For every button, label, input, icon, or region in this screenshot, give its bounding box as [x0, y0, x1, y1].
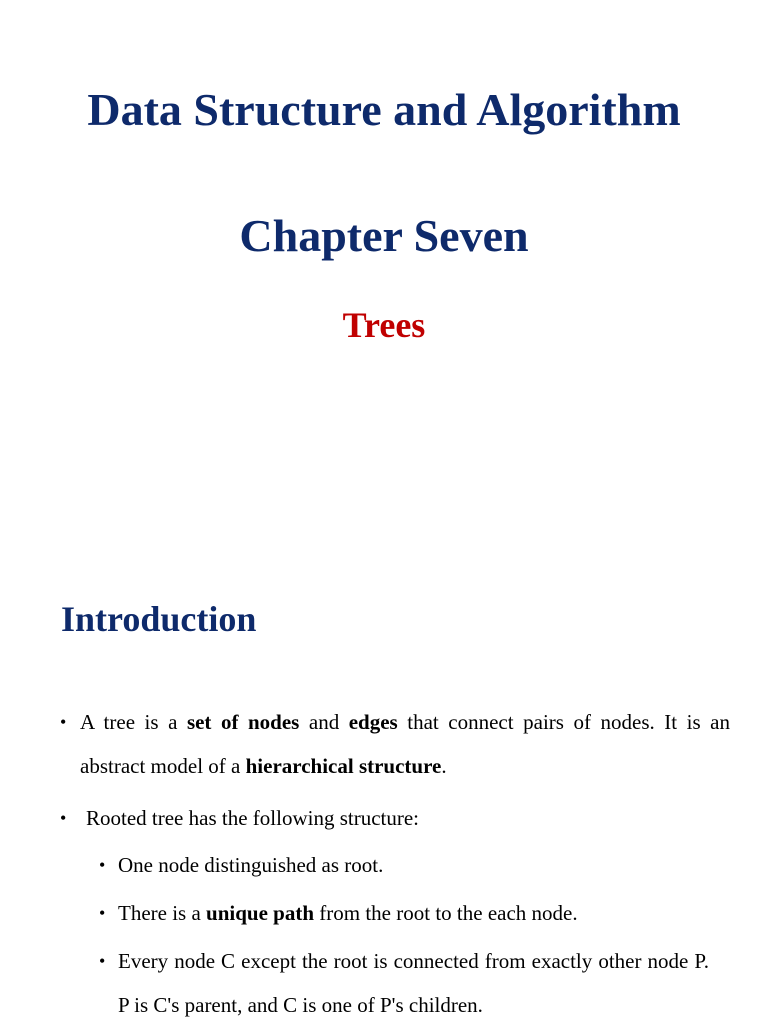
- sub-bullet-item-root: [99, 843, 719, 887]
- bold-term: hierarchical structure: [245, 754, 442, 778]
- bullet-icon: •: [60, 712, 67, 732]
- text-run: that connect pairs of nodes. It is an abstract model of a: [80, 710, 730, 778]
- bullet-text: Rooted tree has the following structure:: [86, 806, 419, 830]
- bullet-icon: •: [99, 903, 106, 923]
- text-run: from the root to the each node.: [314, 901, 578, 925]
- text-run: .: [441, 754, 447, 778]
- text-run: There is a: [118, 901, 207, 925]
- sub-bullet-text: One node distinguished as root.: [118, 853, 384, 877]
- bullet-item-rooted-tree: [60, 796, 730, 840]
- chapter-topic: Trees: [342, 305, 426, 345]
- chapter-heading: Chapter Seven: [239, 210, 529, 261]
- bold-term: unique path: [206, 901, 315, 925]
- document-title: Data Structure and Algorithm: [87, 84, 681, 135]
- bold-term: edges: [348, 710, 398, 734]
- sub-bullet-item-unique-path: [99, 891, 719, 935]
- bullet-text: [80, 700, 730, 788]
- bullet-item-tree-definition: [60, 700, 730, 788]
- sub-bullet-text: Every node C except the root is connected from exactly other node P. P is C's parent, and C is one of P's children.: [118, 949, 709, 1017]
- bullet-icon: •: [99, 951, 106, 971]
- bullet-icon: •: [99, 855, 106, 875]
- section-heading-introduction: Introduction: [61, 599, 257, 639]
- bullet-icon: •: [60, 808, 67, 828]
- sub-bullet-text: [118, 891, 719, 935]
- text-run: and: [299, 710, 349, 734]
- bold-term: set of nodes: [186, 710, 300, 734]
- text-run: A tree is a: [80, 710, 187, 734]
- sub-bullet-item-parent-child: [99, 939, 709, 1027]
